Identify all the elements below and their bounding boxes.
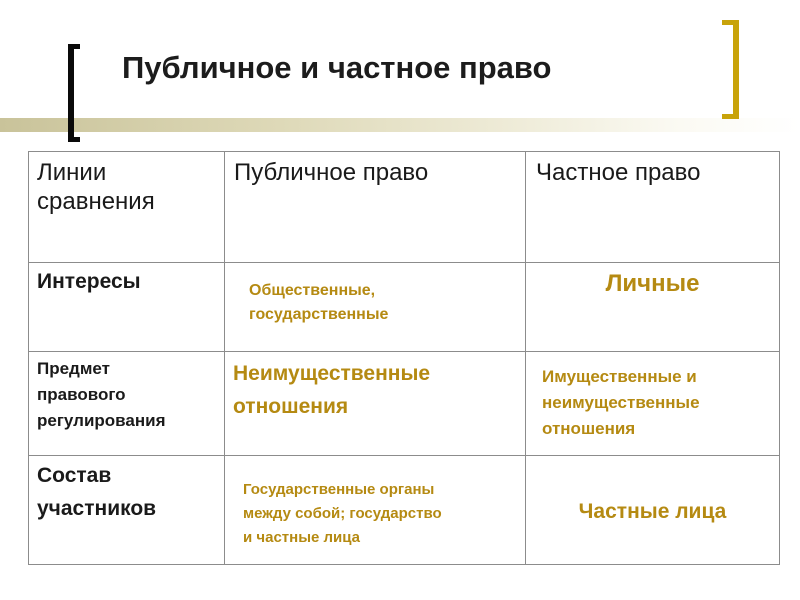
row-label-interests: Интересы	[37, 270, 141, 293]
table-header-row	[29, 152, 780, 263]
row-label-cell	[29, 352, 225, 456]
public-value-subject: Неимущественные отношения	[233, 362, 431, 418]
public-value-participants: Государственные органы между собой; государство и частные лица	[243, 481, 442, 546]
private-value-subject: Имущественные и неимущественные отношения	[542, 367, 700, 438]
left-bracket-decoration	[68, 44, 80, 142]
row-label-cell	[29, 456, 225, 565]
header-cell-public-law	[225, 152, 526, 263]
public-value-interests: Общественные, государственные	[249, 282, 389, 323]
public-value-cell	[225, 263, 526, 352]
row-label-cell	[29, 263, 225, 352]
public-value-cell	[225, 352, 526, 456]
private-value-cell	[526, 456, 780, 565]
table-row-participants	[29, 456, 780, 565]
header-label-comparison: Линии сравнения	[37, 159, 155, 215]
private-value-cell	[526, 352, 780, 456]
right-bracket-decoration	[722, 20, 739, 119]
header-cell-private-law	[526, 152, 780, 263]
header-label-private-law: Частное право	[536, 159, 701, 186]
private-value-cell	[526, 263, 780, 352]
row-label-subject: Предмет правового регулирования	[37, 359, 166, 430]
page-title: Публичное и частное право	[122, 50, 552, 85]
row-label-participants: Состав участников	[37, 464, 157, 520]
table-row-subject	[29, 352, 780, 456]
title-underline-rule	[0, 118, 800, 132]
private-value-interests: Личные	[605, 270, 700, 297]
header-cell-comparison	[29, 152, 225, 263]
private-value-participants: Частные лица	[578, 500, 727, 523]
header-label-public-law: Публичное право	[234, 159, 429, 186]
table-row-interests	[29, 263, 780, 352]
public-value-cell	[225, 456, 526, 565]
comparison-table	[28, 151, 780, 565]
